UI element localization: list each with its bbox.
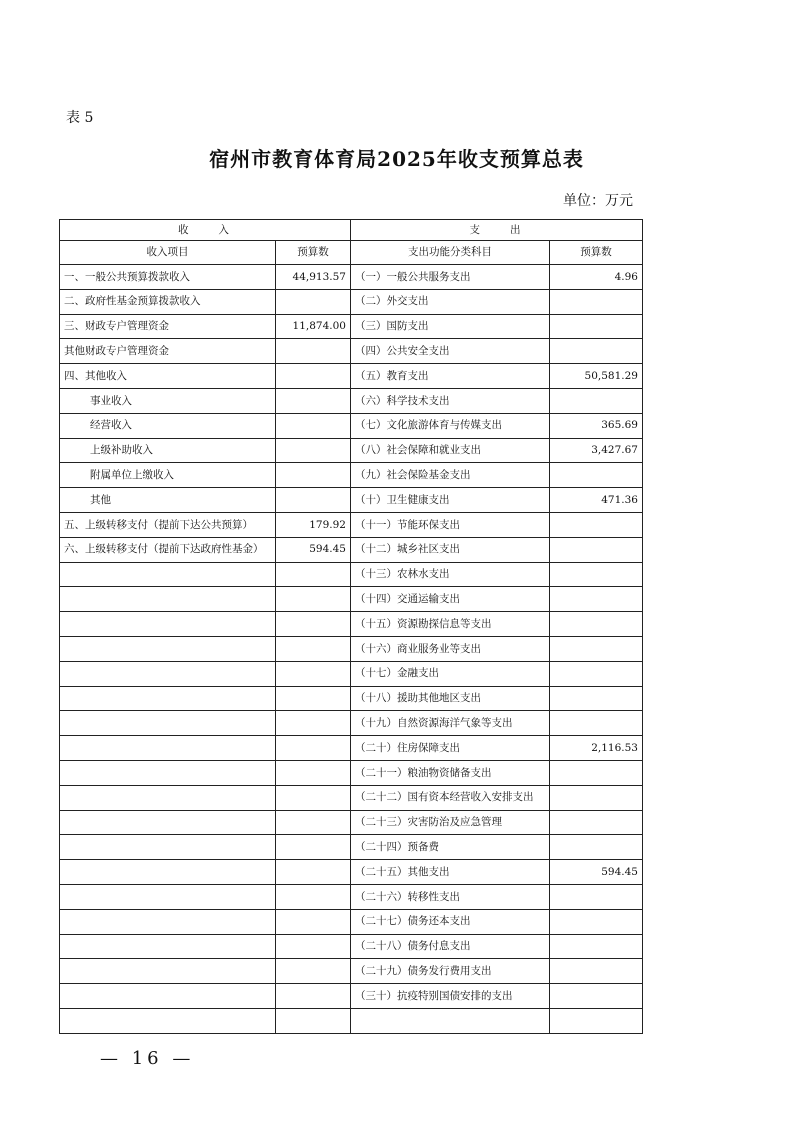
- expense-item-cell: （六）科学技术支出: [351, 388, 550, 413]
- income-amount-cell: [276, 686, 351, 711]
- income-item-header: 收入项目: [60, 241, 276, 265]
- expense-item-cell: （八）社会保障和就业支出: [351, 438, 550, 463]
- page-number: — 16 —: [100, 1048, 195, 1069]
- expense-amount-cell: [550, 959, 643, 984]
- expense-item-cell: （二十五）其他支出: [351, 860, 550, 885]
- income-amount-cell: [276, 984, 351, 1009]
- expense-amount-cell: 50,581.29: [550, 364, 643, 389]
- column-header-row: [60, 241, 643, 265]
- expense-item-cell: （十一）节能环保支出: [351, 512, 550, 537]
- expense-item-cell: （十四）交通运输支出: [351, 587, 550, 612]
- expense-amount-cell: [550, 314, 643, 339]
- expense-amount-cell: [550, 760, 643, 785]
- income-amount-cell: 179.92: [276, 512, 351, 537]
- table-row: [60, 934, 643, 959]
- expense-item-cell: （二十一）粮油物资储备支出: [351, 760, 550, 785]
- income-amount-cell: [276, 760, 351, 785]
- income-amount-cell: [276, 959, 351, 984]
- income-item-cell: [60, 587, 276, 612]
- table-row: [60, 711, 643, 736]
- income-amount-header: 预算数: [276, 241, 351, 265]
- group-header-row: [60, 220, 643, 241]
- income-amount-cell: [276, 339, 351, 364]
- expense-amount-cell: 594.45: [550, 860, 643, 885]
- income-item-cell: [60, 984, 276, 1009]
- table-row: [60, 612, 643, 637]
- income-item-cell: [60, 636, 276, 661]
- expense-item-cell: （二十）住房保障支出: [351, 736, 550, 761]
- expense-item-cell: （十）卫生健康支出: [351, 488, 550, 513]
- income-item-cell: [60, 835, 276, 860]
- table-row: [60, 488, 643, 513]
- expense-amount-cell: [550, 711, 643, 736]
- document-title: 宿州市教育体育局2025年收支预算总表: [209, 147, 584, 171]
- income-amount-cell: [276, 661, 351, 686]
- income-item-cell: [60, 562, 276, 587]
- expense-item-cell: （二十九）债务发行费用支出: [351, 959, 550, 984]
- income-item-cell: 三、财政专户管理资金: [60, 314, 276, 339]
- expense-amount-cell: [550, 1008, 643, 1033]
- table-row: [60, 339, 643, 364]
- expense-item-cell: （四）公共安全支出: [351, 339, 550, 364]
- expense-amount-cell: 2,116.53: [550, 736, 643, 761]
- income-amount-cell: [276, 413, 351, 438]
- expense-amount-header: 预算数: [550, 241, 643, 265]
- income-amount-cell: [276, 364, 351, 389]
- income-item-cell: [60, 736, 276, 761]
- income-item-cell: 上级补助收入: [60, 438, 276, 463]
- income-amount-cell: [276, 934, 351, 959]
- expense-amount-cell: [550, 537, 643, 562]
- expense-amount-cell: [550, 289, 643, 314]
- expense-amount-cell: 3,427.67: [550, 438, 643, 463]
- income-amount-cell: [276, 835, 351, 860]
- expense-amount-cell: [550, 934, 643, 959]
- expense-amount-cell: [550, 686, 643, 711]
- income-item-cell: [60, 661, 276, 686]
- expense-item-cell: （十二）城乡社区支出: [351, 537, 550, 562]
- expense-amount-cell: [550, 661, 643, 686]
- table-row: [60, 810, 643, 835]
- expense-item-header: 支出功能分类科目: [351, 241, 550, 265]
- expense-amount-cell: [550, 984, 643, 1009]
- income-amount-cell: [276, 736, 351, 761]
- table-row: [60, 562, 643, 587]
- table-row: [60, 884, 643, 909]
- expense-item-cell: （一）一般公共服务支出: [351, 265, 550, 290]
- income-item-cell: [60, 934, 276, 959]
- expense-amount-cell: [550, 636, 643, 661]
- expense-amount-cell: [550, 388, 643, 413]
- income-item-cell: 附属单位上缴收入: [60, 463, 276, 488]
- income-amount-cell: [276, 860, 351, 885]
- expense-amount-cell: [550, 785, 643, 810]
- expense-item-cell: （二十四）预备费: [351, 835, 550, 860]
- expense-item-cell: （二十七）债务还本支出: [351, 909, 550, 934]
- expense-amount-cell: [550, 339, 643, 364]
- expense-amount-cell: [550, 612, 643, 637]
- income-amount-cell: [276, 810, 351, 835]
- income-amount-cell: 11,874.00: [276, 314, 351, 339]
- table-row: [60, 388, 643, 413]
- expense-item-cell: （二十三）灾害防治及应急管理: [351, 810, 550, 835]
- income-amount-cell: [276, 587, 351, 612]
- income-item-cell: [60, 810, 276, 835]
- table-row: [60, 512, 643, 537]
- table-row: [60, 364, 643, 389]
- expense-item-cell: （十六）商业服务业等支出: [351, 636, 550, 661]
- unit-label: 单位：万元: [563, 193, 633, 209]
- income-amount-cell: [276, 488, 351, 513]
- income-amount-cell: [276, 711, 351, 736]
- table-row: [60, 537, 643, 562]
- income-amount-cell: 594.45: [276, 537, 351, 562]
- expense-item-cell: （三）国防支出: [351, 314, 550, 339]
- income-amount-cell: [276, 636, 351, 661]
- table-row: [60, 314, 643, 339]
- table-row: [60, 289, 643, 314]
- expense-item-cell: （十七）金融支出: [351, 661, 550, 686]
- income-item-cell: [60, 612, 276, 637]
- income-item-cell: [60, 860, 276, 885]
- expense-item-cell: （二十二）国有资本经营收入安排支出: [351, 785, 550, 810]
- table-row: [60, 984, 643, 1009]
- income-item-cell: 其他财政专户管理资金: [60, 339, 276, 364]
- income-amount-cell: [276, 438, 351, 463]
- expense-amount-cell: [550, 884, 643, 909]
- table-row: [60, 785, 643, 810]
- table-row: [60, 959, 643, 984]
- income-item-cell: [60, 711, 276, 736]
- income-amount-cell: [276, 909, 351, 934]
- income-item-cell: 一、一般公共预算拨款收入: [60, 265, 276, 290]
- expense-amount-cell: [550, 909, 643, 934]
- income-item-cell: [60, 959, 276, 984]
- expense-item-cell: （七）文化旅游体育与传媒支出: [351, 413, 550, 438]
- expense-item-cell: （二）外交支出: [351, 289, 550, 314]
- income-amount-cell: [276, 612, 351, 637]
- income-item-cell: 经营收入: [60, 413, 276, 438]
- table-row: [60, 413, 643, 438]
- income-amount-cell: [276, 884, 351, 909]
- income-amount-cell: [276, 1008, 351, 1033]
- expense-amount-cell: [550, 463, 643, 488]
- expense-amount-cell: 365.69: [550, 413, 643, 438]
- expense-item-cell: （十三）农林水支出: [351, 562, 550, 587]
- expense-item-cell: （三十）抗疫特别国债安排的支出: [351, 984, 550, 1009]
- income-amount-cell: [276, 562, 351, 587]
- expense-item-cell: （九）社会保险基金支出: [351, 463, 550, 488]
- expense-amount-cell: 471.36: [550, 488, 643, 513]
- income-item-cell: 事业收入: [60, 388, 276, 413]
- table-body: [60, 265, 643, 1034]
- expense-item-cell: [351, 1008, 550, 1033]
- income-item-cell: 五、上级转移支付（提前下达公共预算）: [60, 512, 276, 537]
- table-row: [60, 265, 643, 290]
- table-row: [60, 463, 643, 488]
- expense-group-header: 支 出: [351, 220, 643, 241]
- income-item-cell: [60, 1008, 276, 1033]
- income-amount-cell: 44,913.57: [276, 265, 351, 290]
- expense-amount-cell: 4.96: [550, 265, 643, 290]
- table-row: [60, 1008, 643, 1033]
- income-amount-cell: [276, 289, 351, 314]
- expense-item-cell: （二十八）债务付息支出: [351, 934, 550, 959]
- table-row: [60, 736, 643, 761]
- table-row: [60, 860, 643, 885]
- expense-amount-cell: [550, 562, 643, 587]
- table-label: 表 5: [66, 110, 94, 126]
- expense-item-cell: （十九）自然资源海洋气象等支出: [351, 711, 550, 736]
- expense-amount-cell: [550, 810, 643, 835]
- income-item-cell: 六、上级转移支付（提前下达政府性基金）: [60, 537, 276, 562]
- income-item-cell: 其他: [60, 488, 276, 513]
- income-item-cell: 四、其他收入: [60, 364, 276, 389]
- table-row: [60, 438, 643, 463]
- expense-item-cell: （十八）援助其他地区支出: [351, 686, 550, 711]
- income-amount-cell: [276, 463, 351, 488]
- income-item-cell: [60, 884, 276, 909]
- income-group-header: 收 入: [60, 220, 351, 241]
- expense-item-cell: （十五）资源勘探信息等支出: [351, 612, 550, 637]
- expense-amount-cell: [550, 512, 643, 537]
- income-item-cell: [60, 785, 276, 810]
- expense-amount-cell: [550, 835, 643, 860]
- income-amount-cell: [276, 785, 351, 810]
- expense-amount-cell: [550, 587, 643, 612]
- table-row: [60, 835, 643, 860]
- table-row: [60, 909, 643, 934]
- income-amount-cell: [276, 388, 351, 413]
- expense-item-cell: （二十六）转移性支出: [351, 884, 550, 909]
- expense-item-cell: （五）教育支出: [351, 364, 550, 389]
- income-item-cell: [60, 909, 276, 934]
- income-item-cell: 二、政府性基金预算拨款收入: [60, 289, 276, 314]
- table-row: [60, 636, 643, 661]
- income-item-cell: [60, 760, 276, 785]
- table-row: [60, 760, 643, 785]
- table-row: [60, 686, 643, 711]
- table-row: [60, 661, 643, 686]
- budget-table: [59, 219, 643, 1034]
- income-item-cell: [60, 686, 276, 711]
- table-row: [60, 587, 643, 612]
